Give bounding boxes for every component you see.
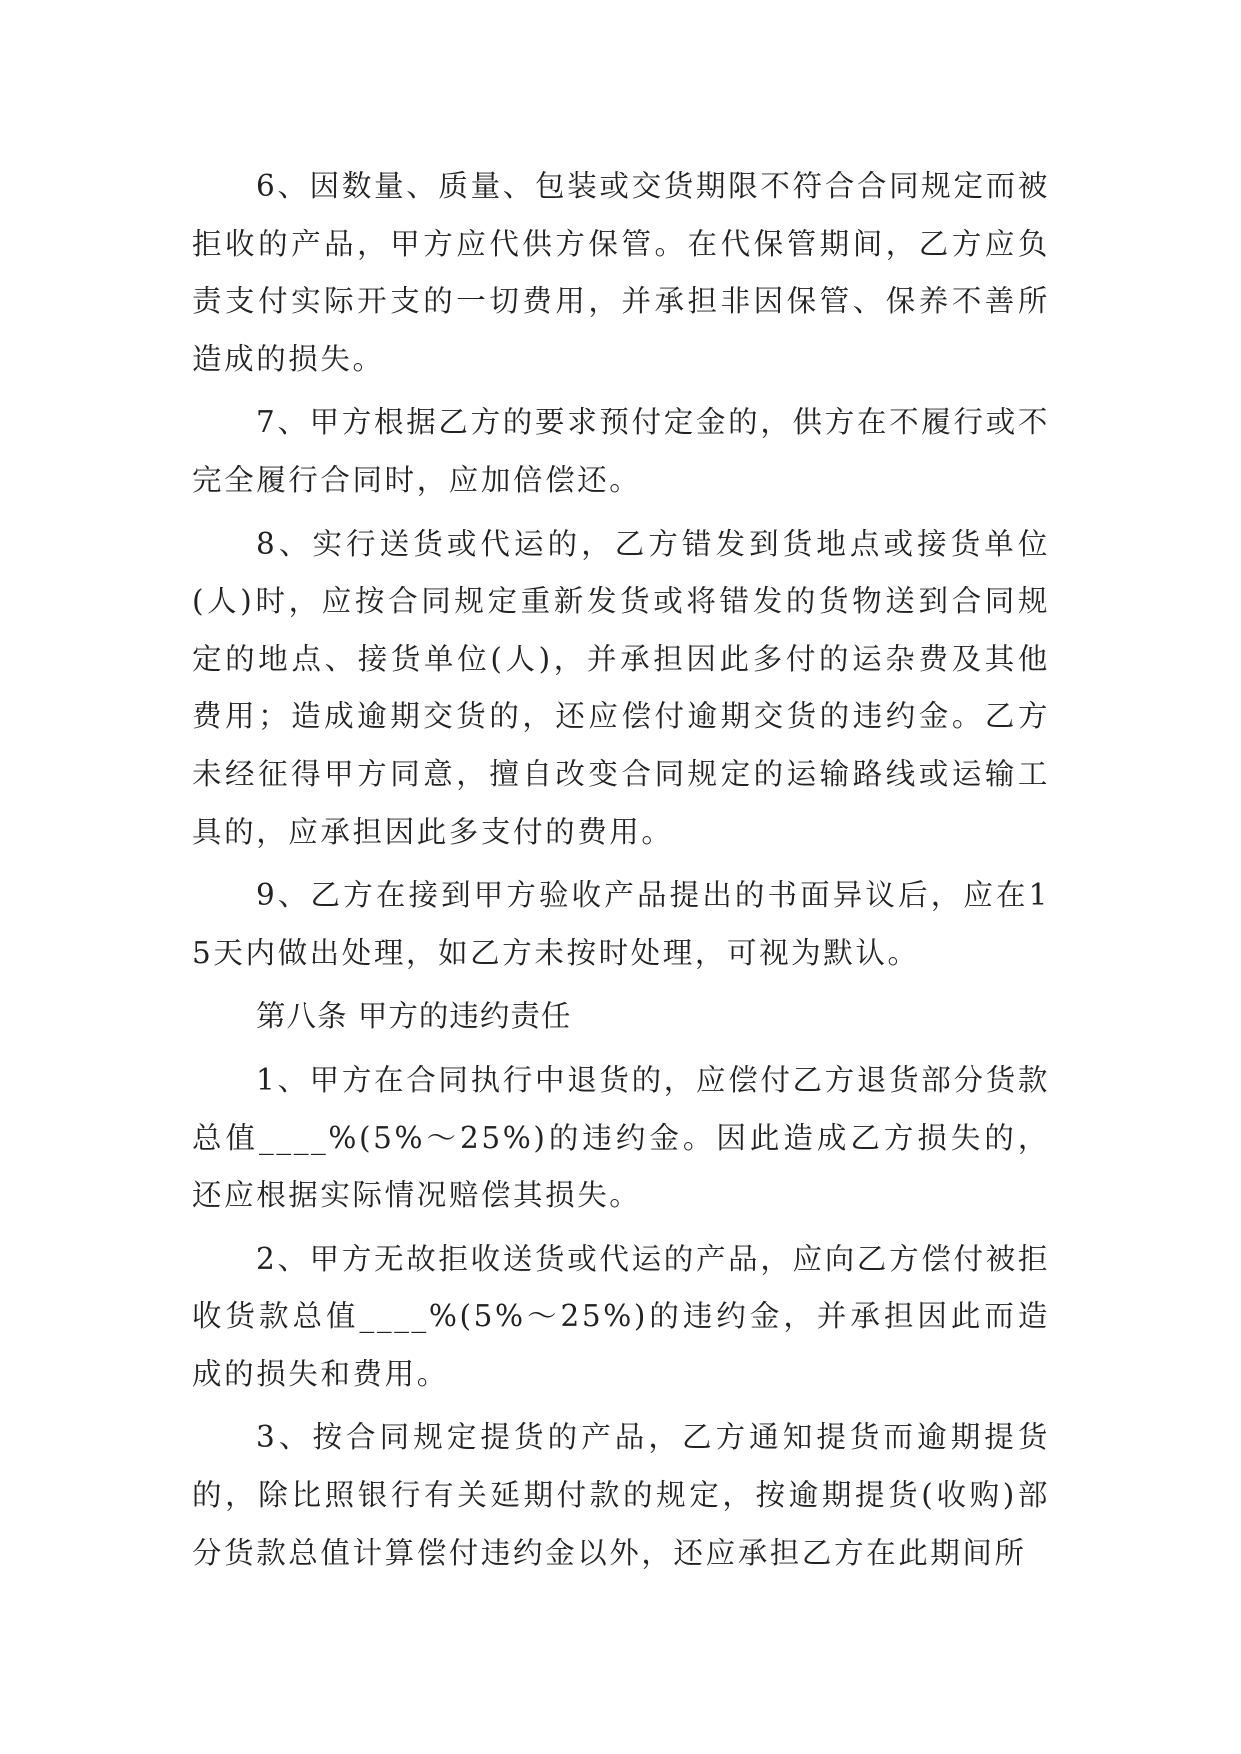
article-8-clause-1: 1、甲方在合同执行中退货的，应偿付乙方退货部分货款总值____%(5%～25%)的违约金。因此造成乙方损失的，还应根据实际情况赔偿其损失。 bbox=[192, 1062, 1050, 1213]
clause-6: 6、因数量、质量、包装或交货期限不符合合同规定而被拒收的产品，甲方应代供方保管。在代保管期间，乙方应负责支付实际开支的一切费用，并承担非因保管、保养不善所造成的损失。 bbox=[192, 169, 1050, 376]
document-page bbox=[192, 158, 1050, 1588]
section-heading-article-8: 第八条 甲方的违约责任 bbox=[256, 999, 572, 1034]
article-8-clause-3: 3、按合同规定提货的产品，乙方通知提货而逾期提货的，除比照银行有关延期付款的规定，按逾期提货(收购)部分货款总值计算偿付违约金以外，还应承担乙方在此期间所 bbox=[192, 1420, 1050, 1570]
clause-9: 9、乙方在接到甲方验收产品提出的书面异议后，应在15天内做出处理，如乙方未按时处理，可视为默认。 bbox=[192, 878, 1050, 970]
article-8-clause-2: 2、甲方无故拒收送货或代运的产品，应向乙方偿付被拒收货款总值____%(5%～25%)的违约金，并承担因此而造成的损失和费用。 bbox=[192, 1241, 1050, 1391]
clause-8: 8、实行送货或代运的，乙方错发到货地点或接货单位(人)时，应按合同规定重新发货或将错发的货物送到合同规定的地点、接货单位(人)，并承担因此多付的运杂费及其他费用；造成逾期交货的，还应偿付逾期交货的违约金。乙方未经征得甲方同意，擅自改变合同规定的运输路线或运输工具的，应承担因此多支付的费用。 bbox=[192, 526, 1050, 849]
clause-7: 7、甲方根据乙方的要求预付定金的，供方在不履行或不完全履行合同时，应加倍偿还。 bbox=[192, 405, 1050, 497]
